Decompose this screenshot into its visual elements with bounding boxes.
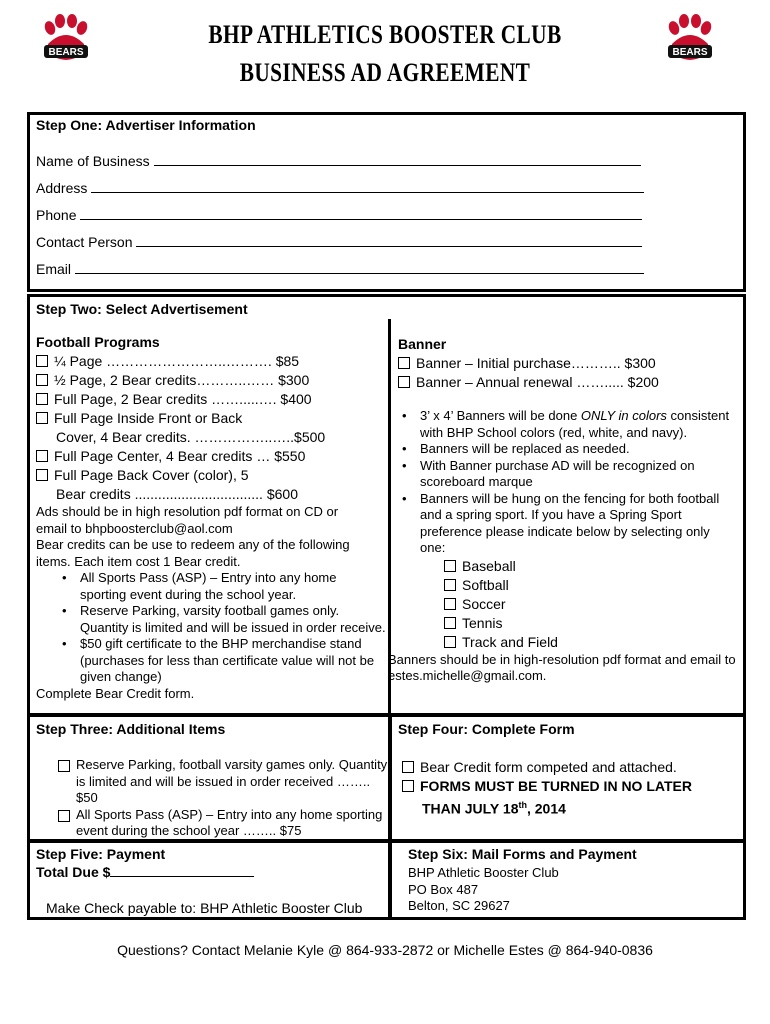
additional-items — [58, 757, 388, 840]
option-center[interactable]: Full Page Center, 4 Bear credits … $550 — [36, 447, 386, 466]
option-inside-cover-price: Cover, 4 Bear credits. ……………..…..$500 — [56, 429, 326, 445]
checkbox-icon — [58, 760, 70, 772]
credit-items-list — [36, 570, 386, 686]
option-credit-form[interactable]: Bear Credit form competed and attached. — [402, 758, 742, 777]
option-baseball[interactable]: Baseball — [444, 557, 738, 576]
complete-note: Complete Bear Credit form. — [36, 685, 195, 701]
banner-bullet: • 3’ x 4’ Banners will be done ONLY in colors consistent with BHP School colors (red, white, and navy). — [398, 408, 738, 441]
credit-item: • All Sports Pass (ASP) – Entry into any home sporting event during the school year. — [58, 570, 386, 603]
credit-item: • Reserve Parking, varsity football games only. Quantity is limited and will be issued in order receive. — [58, 603, 386, 636]
complete-form-list — [402, 758, 742, 819]
option-half-page[interactable]: ½ Page, 2 Bear credits………..…… $300 — [36, 371, 386, 390]
credit-item: • $50 gift certificate to the BHP merchandise stand (purchases for less than certificate value will not be given change) — [58, 636, 386, 686]
option-back-cover-price: Bear credits ................................. $600 — [56, 486, 298, 502]
field-email[interactable]: Email — [36, 260, 644, 279]
step-six-section — [389, 840, 746, 920]
deadline-notice[interactable]: FORMS MUST BE TURNED IN NO LATER — [402, 777, 742, 796]
option-track-and-field[interactable]: Track and Field — [444, 633, 738, 652]
checkbox-icon — [58, 810, 70, 822]
checkbox-icon — [36, 393, 48, 405]
step-six-title: Step Six: Mail Forms and Payment — [408, 846, 637, 862]
page-title: BHP ATHLETICS BOOSTER CLUB — [208, 20, 562, 49]
logo-text: BEARS — [672, 47, 708, 58]
step-four-title: Step Four: Complete Form — [398, 721, 575, 737]
checkbox-icon — [36, 450, 48, 462]
banner-section — [388, 335, 738, 685]
sport-options — [398, 557, 738, 652]
option-full-page[interactable]: Full Page, 2 Bear credits …….....…. $400 — [36, 390, 386, 409]
option-softball[interactable]: Softball — [444, 576, 738, 595]
step-two-section — [27, 294, 746, 716]
checkbox-icon — [402, 780, 414, 792]
banner-bullet: • With Banner purchase AD will be recognized on scoreboard marque — [398, 458, 738, 491]
checkbox-icon — [444, 617, 456, 629]
football-programs — [36, 333, 386, 702]
banner-bullets — [398, 408, 738, 557]
step-four-section — [389, 714, 746, 842]
banner-bullet: • Banners will be hung on the fencing for both football and a spring sport. If you have a Spring Sport preference please indicate below by selecting only one: — [398, 491, 738, 557]
option-back-cover[interactable]: Full Page Back Cover (color), 5 — [36, 466, 386, 485]
checkbox-icon — [36, 374, 48, 386]
option-reserve-parking[interactable]: Reserve Parking, football varsity games only. Quantity is limited and will be issued in order received …….. $50 — [58, 757, 388, 807]
banner-note: Banners should be in high-resolution pdf format and email to estes.michelle@gmail.com. — [388, 651, 736, 683]
checkbox-icon — [444, 598, 456, 610]
step-five-title: Step Five: Payment — [36, 846, 166, 862]
football-note: Bear credits can be use to redeem any of the following — [36, 537, 350, 552]
check-payable-note: Make Check payable to: BHP Athletic Booster Club — [46, 900, 363, 916]
page-subtitle: BUSINESS AD AGREEMENT — [239, 58, 531, 87]
football-note: email to bhpboosterclub@aol.com — [36, 520, 233, 536]
football-note: items. Each item cost 1 Bear credit. — [36, 553, 241, 569]
step-five-section — [27, 840, 391, 920]
football-note: Ads should be in high resolution pdf format on CD or — [36, 504, 339, 519]
step-one-section — [27, 112, 746, 292]
deadline-date: THAN JULY 18th, 2014 — [422, 800, 566, 817]
checkbox-icon — [398, 357, 410, 369]
field-address[interactable]: Address — [36, 179, 644, 198]
football-title: Football Programs — [36, 334, 160, 350]
step-two-title: Step Two: Select Advertisement — [36, 301, 248, 317]
step-one-title: Step One: Advertiser Information — [36, 117, 256, 133]
checkbox-icon — [444, 579, 456, 591]
contact-footer: Questions? Contact Melanie Kyle @ 864-933-2872 or Michelle Estes @ 864-940-0836 — [117, 942, 653, 958]
banner-bullet: • Banners will be replaced as needed. — [398, 441, 738, 458]
logo-text: BEARS — [48, 47, 84, 58]
option-banner-initial[interactable]: Banner – Initial purchase……….. $300 — [398, 354, 738, 373]
banner-title: Banner — [398, 336, 447, 352]
option-all-sports-pass[interactable]: All Sports Pass (ASP) – Entry into any home sporting event during the school year …….. $75 — [58, 807, 388, 840]
option-inside-cover[interactable]: Full Page Inside Front or Back — [36, 409, 386, 428]
field-contact-person[interactable]: Contact Person — [36, 233, 642, 252]
option-quarter-page[interactable]: ¼ Page ……………………..………. $85 — [36, 352, 386, 371]
total-due-field[interactable]: Total Due $ — [36, 864, 254, 880]
field-business-name[interactable]: Name of Business — [36, 152, 641, 171]
checkbox-icon — [36, 469, 48, 481]
field-phone[interactable]: Phone — [36, 206, 642, 225]
checkbox-icon — [444, 636, 456, 648]
step-three-title: Step Three: Additional Items — [36, 721, 226, 737]
checkbox-icon — [398, 376, 410, 388]
checkbox-icon — [36, 412, 48, 424]
option-tennis[interactable]: Tennis — [444, 614, 738, 633]
checkbox-icon — [402, 761, 414, 773]
option-soccer[interactable]: Soccer — [444, 595, 738, 614]
mailing-address: BHP Athletic Booster Club PO Box 487 Belton, SC 29627 — [408, 865, 559, 913]
step-three-section — [27, 714, 391, 842]
checkbox-icon — [444, 560, 456, 572]
checkbox-icon — [36, 355, 48, 367]
option-banner-renewal[interactable]: Banner – Annual renewal ……..... $200 — [398, 373, 738, 392]
